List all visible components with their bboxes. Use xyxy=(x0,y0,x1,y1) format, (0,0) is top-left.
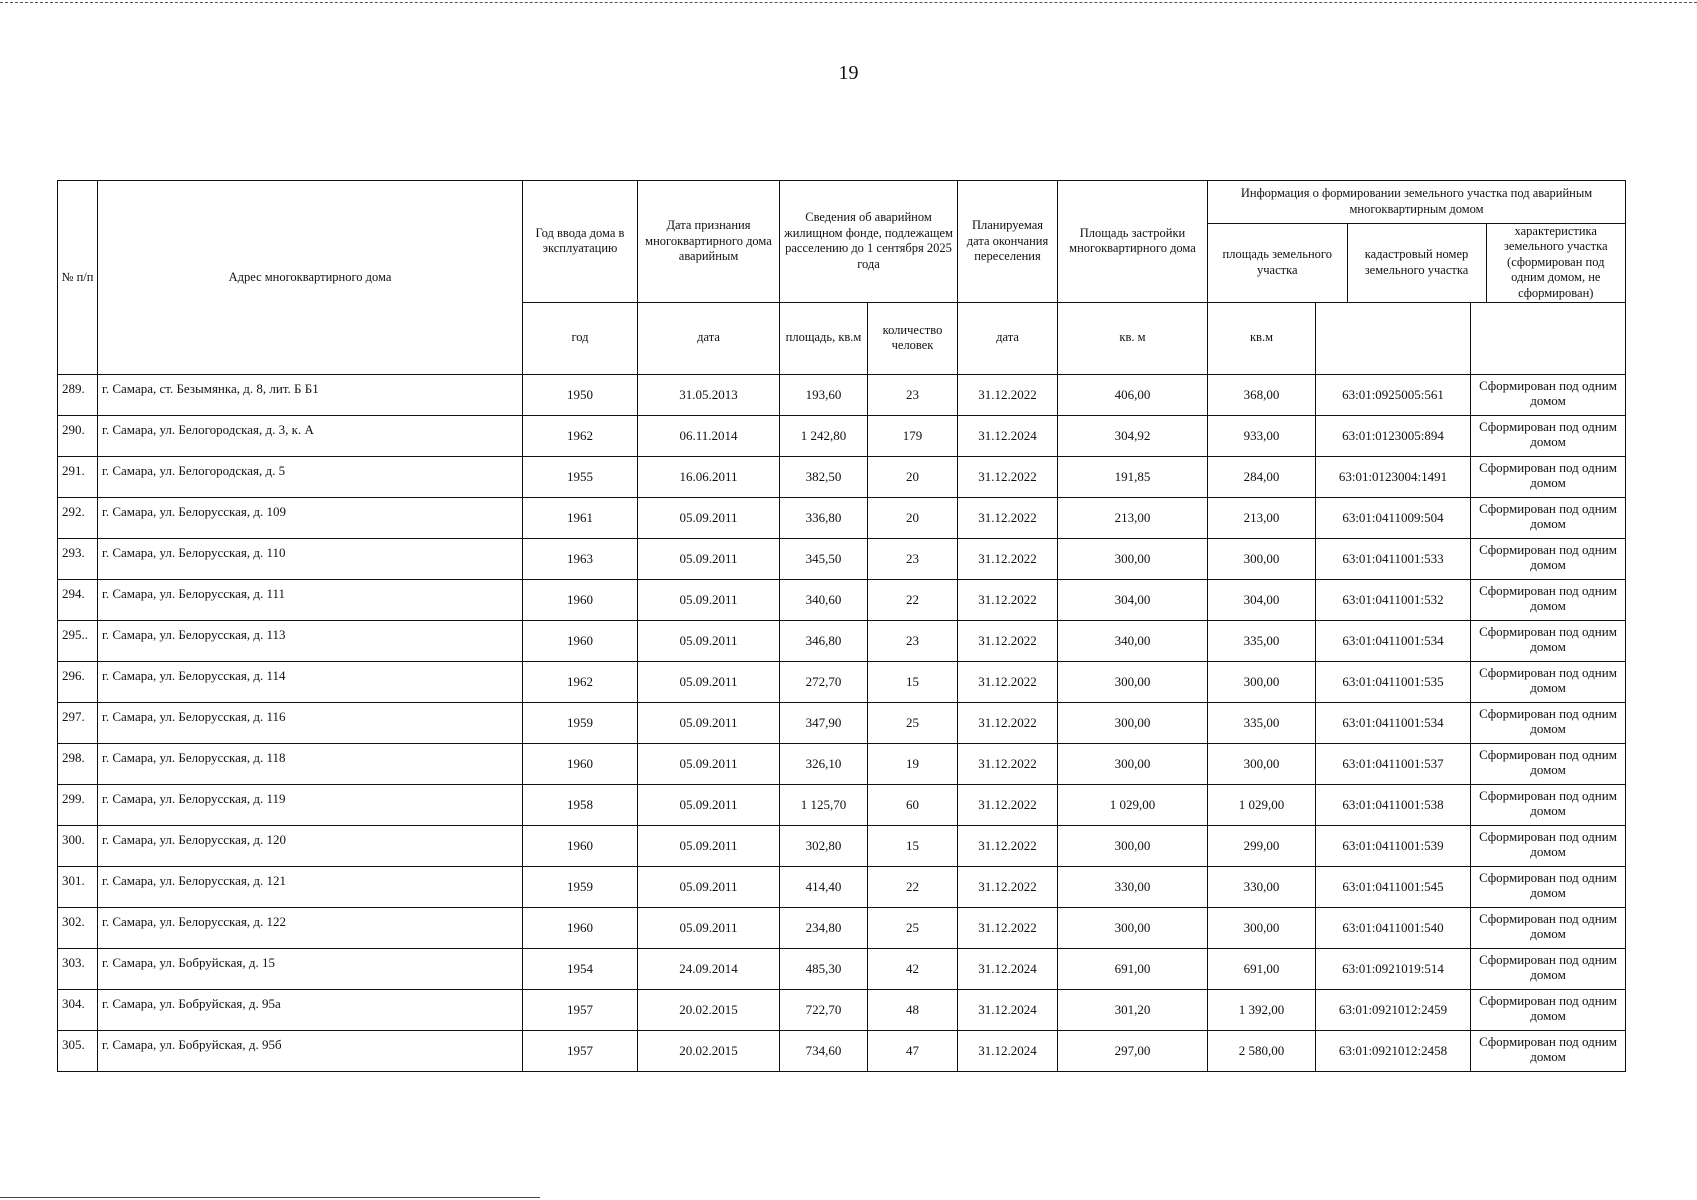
row-year: 1963 xyxy=(523,538,638,579)
table-row xyxy=(58,538,1626,579)
header-land-area: площадь земельного участка xyxy=(1208,223,1347,302)
row-land-area: 213,00 xyxy=(1208,497,1316,538)
row-address: г. Самара, ул. Бобруйская, д. 15 xyxy=(98,948,523,989)
row-number: 293. xyxy=(58,538,98,579)
row-year: 1960 xyxy=(523,743,638,784)
row-built-area: 301,20 xyxy=(1058,989,1208,1030)
row-planned-date: 31.12.2022 xyxy=(958,825,1058,866)
row-fund-people: 23 xyxy=(868,620,958,661)
row-year: 1950 xyxy=(523,374,638,415)
row-year: 1954 xyxy=(523,948,638,989)
row-planned-date: 31.12.2022 xyxy=(958,702,1058,743)
row-land-characteristic: Сформирован под одним домом xyxy=(1471,538,1626,579)
row-land-area: 284,00 xyxy=(1208,456,1316,497)
row-address: г. Самара, ул. Белорусская, д. 110 xyxy=(98,538,523,579)
row-address: г. Самара, ст. Безымянка, д. 8, лит. Б Б1 xyxy=(98,374,523,415)
row-cadastral-number: 63:01:0411001:538 xyxy=(1316,784,1471,825)
row-fund-people: 22 xyxy=(868,866,958,907)
row-recognition-date: 20.02.2015 xyxy=(638,989,780,1030)
row-built-area: 406,00 xyxy=(1058,374,1208,415)
row-built-area: 300,00 xyxy=(1058,702,1208,743)
row-built-area: 330,00 xyxy=(1058,866,1208,907)
row-year: 1960 xyxy=(523,907,638,948)
row-fund-area: 345,50 xyxy=(780,538,868,579)
row-year: 1955 xyxy=(523,456,638,497)
unit-year: год xyxy=(523,302,638,374)
row-cadastral-number: 63:01:0921012:2458 xyxy=(1316,1030,1471,1071)
row-cadastral-number: 63:01:0411001:537 xyxy=(1316,743,1471,784)
row-land-characteristic: Сформирован под одним домом xyxy=(1471,1030,1626,1071)
table-body xyxy=(58,374,1626,1071)
row-land-characteristic: Сформирован под одним домом xyxy=(1471,415,1626,456)
table-row xyxy=(58,497,1626,538)
row-land-area: 691,00 xyxy=(1208,948,1316,989)
row-address: г. Самара, ул. Белорусская, д. 119 xyxy=(98,784,523,825)
row-land-characteristic: Сформирован под одним домом xyxy=(1471,743,1626,784)
row-number: 301. xyxy=(58,866,98,907)
row-recognition-date: 05.09.2011 xyxy=(638,907,780,948)
row-recognition-date: 16.06.2011 xyxy=(638,456,780,497)
row-recognition-date: 05.09.2011 xyxy=(638,538,780,579)
row-year: 1960 xyxy=(523,620,638,661)
unit-planned-date: дата xyxy=(958,302,1058,374)
row-address: г. Самара, ул. Белогородская, д. 5 xyxy=(98,456,523,497)
row-land-area: 300,00 xyxy=(1208,743,1316,784)
header-num: № п/п xyxy=(58,181,98,375)
row-number: 289. xyxy=(58,374,98,415)
row-land-characteristic: Сформирован под одним домом xyxy=(1471,579,1626,620)
header-planned-date: Планируемая дата окончания переселения xyxy=(958,181,1058,303)
header-cadastral: кадастровый номер земельного участка xyxy=(1347,223,1486,302)
row-cadastral-number: 63:01:0925005:561 xyxy=(1316,374,1471,415)
scan-edge-top xyxy=(0,2,1697,3)
row-recognition-date: 20.02.2015 xyxy=(638,1030,780,1071)
row-address: г. Самара, ул. Белорусская, д. 118 xyxy=(98,743,523,784)
row-recognition-date: 31.05.2013 xyxy=(638,374,780,415)
row-fund-people: 15 xyxy=(868,825,958,866)
row-fund-area: 1 125,70 xyxy=(780,784,868,825)
row-land-area: 335,00 xyxy=(1208,620,1316,661)
header-land-info: Информация о формировании земельного участка под аварийным многоквартирным домом xyxy=(1208,181,1625,223)
row-number: 294. xyxy=(58,579,98,620)
row-land-characteristic: Сформирован под одним домом xyxy=(1471,374,1626,415)
row-fund-area: 347,90 xyxy=(780,702,868,743)
row-planned-date: 31.12.2022 xyxy=(958,743,1058,784)
table-row xyxy=(58,1030,1626,1071)
header-land-info-group xyxy=(1208,181,1626,303)
row-planned-date: 31.12.2022 xyxy=(958,456,1058,497)
row-planned-date: 31.12.2022 xyxy=(958,784,1058,825)
unit-fund-area: площадь, кв.м xyxy=(780,302,868,374)
unit-land-area: кв.м xyxy=(1208,302,1316,374)
row-number: 295.. xyxy=(58,620,98,661)
row-recognition-date: 05.09.2011 xyxy=(638,743,780,784)
row-address: г. Самара, ул. Белорусская, д. 116 xyxy=(98,702,523,743)
row-land-area: 335,00 xyxy=(1208,702,1316,743)
row-recognition-date: 05.09.2011 xyxy=(638,702,780,743)
table-row xyxy=(58,702,1626,743)
row-cadastral-number: 63:01:0411009:504 xyxy=(1316,497,1471,538)
row-fund-area: 722,70 xyxy=(780,989,868,1030)
row-year: 1959 xyxy=(523,866,638,907)
row-fund-people: 15 xyxy=(868,661,958,702)
row-fund-area: 734,60 xyxy=(780,1030,868,1071)
row-cadastral-number: 63:01:0411001:545 xyxy=(1316,866,1471,907)
row-number: 297. xyxy=(58,702,98,743)
unit-fund-people: количество человек xyxy=(868,302,958,374)
row-land-area: 300,00 xyxy=(1208,538,1316,579)
row-planned-date: 31.12.2022 xyxy=(958,907,1058,948)
row-land-characteristic: Сформирован под одним домом xyxy=(1471,620,1626,661)
row-recognition-date: 05.09.2011 xyxy=(638,620,780,661)
table-row xyxy=(58,620,1626,661)
row-fund-people: 179 xyxy=(868,415,958,456)
row-address: г. Самара, ул. Белорусская, д. 113 xyxy=(98,620,523,661)
row-planned-date: 31.12.2022 xyxy=(958,374,1058,415)
row-land-area: 300,00 xyxy=(1208,661,1316,702)
row-land-area: 1 029,00 xyxy=(1208,784,1316,825)
row-recognition-date: 05.09.2011 xyxy=(638,661,780,702)
row-address: г. Самара, ул. Бобруйская, д. 95а xyxy=(98,989,523,1030)
row-fund-area: 234,80 xyxy=(780,907,868,948)
row-planned-date: 31.12.2024 xyxy=(958,1030,1058,1071)
row-land-characteristic: Сформирован под одним домом xyxy=(1471,866,1626,907)
row-planned-date: 31.12.2022 xyxy=(958,661,1058,702)
row-number: 305. xyxy=(58,1030,98,1071)
row-fund-people: 19 xyxy=(868,743,958,784)
row-land-characteristic: Сформирован под одним домом xyxy=(1471,661,1626,702)
header-built-area: Площадь застройки многоквартирного дома xyxy=(1058,181,1208,303)
row-number: 292. xyxy=(58,497,98,538)
row-fund-people: 23 xyxy=(868,374,958,415)
row-land-characteristic: Сформирован под одним домом xyxy=(1471,825,1626,866)
row-year: 1957 xyxy=(523,1030,638,1071)
table-row xyxy=(58,415,1626,456)
row-planned-date: 31.12.2024 xyxy=(958,948,1058,989)
row-land-area: 330,00 xyxy=(1208,866,1316,907)
row-year: 1960 xyxy=(523,579,638,620)
row-cadastral-number: 63:01:0411001:534 xyxy=(1316,620,1471,661)
row-built-area: 340,00 xyxy=(1058,620,1208,661)
row-recognition-date: 06.11.2014 xyxy=(638,415,780,456)
unit-cadastral-blank xyxy=(1316,302,1471,374)
row-fund-people: 20 xyxy=(868,497,958,538)
table-row xyxy=(58,948,1626,989)
row-planned-date: 31.12.2024 xyxy=(958,415,1058,456)
row-built-area: 300,00 xyxy=(1058,907,1208,948)
row-land-characteristic: Сформирован под одним домом xyxy=(1471,784,1626,825)
row-fund-area: 193,60 xyxy=(780,374,868,415)
row-fund-area: 302,80 xyxy=(780,825,868,866)
row-fund-area: 326,10 xyxy=(780,743,868,784)
table-row xyxy=(58,374,1626,415)
table-row xyxy=(58,456,1626,497)
row-fund-area: 485,30 xyxy=(780,948,868,989)
row-address: г. Самара, ул. Белорусская, д. 109 xyxy=(98,497,523,538)
row-number: 296. xyxy=(58,661,98,702)
row-number: 291. xyxy=(58,456,98,497)
row-address: г. Самара, ул. Бобруйская, д. 95б xyxy=(98,1030,523,1071)
row-fund-people: 22 xyxy=(868,579,958,620)
row-fund-people: 47 xyxy=(868,1030,958,1071)
row-fund-area: 346,80 xyxy=(780,620,868,661)
row-year: 1962 xyxy=(523,661,638,702)
row-land-area: 300,00 xyxy=(1208,907,1316,948)
row-address: г. Самара, ул. Белорусская, д. 114 xyxy=(98,661,523,702)
table-row xyxy=(58,784,1626,825)
row-fund-people: 23 xyxy=(868,538,958,579)
table-row xyxy=(58,825,1626,866)
table-row xyxy=(58,866,1626,907)
row-land-characteristic: Сформирован под одним домом xyxy=(1471,989,1626,1030)
row-planned-date: 31.12.2022 xyxy=(958,538,1058,579)
row-address: г. Самара, ул. Белогородская, д. 3, к. А xyxy=(98,415,523,456)
row-cadastral-number: 63:01:0411001:533 xyxy=(1316,538,1471,579)
row-built-area: 304,92 xyxy=(1058,415,1208,456)
row-fund-people: 25 xyxy=(868,907,958,948)
row-cadastral-number: 63:01:0411001:535 xyxy=(1316,661,1471,702)
unit-built-area: кв. м xyxy=(1058,302,1208,374)
row-built-area: 691,00 xyxy=(1058,948,1208,989)
emergency-housing-table xyxy=(57,180,1626,1072)
row-recognition-date: 05.09.2011 xyxy=(638,825,780,866)
unit-recognition-date: дата xyxy=(638,302,780,374)
row-cadastral-number: 63:01:0411001:540 xyxy=(1316,907,1471,948)
row-fund-area: 1 242,80 xyxy=(780,415,868,456)
row-number: 304. xyxy=(58,989,98,1030)
table-header xyxy=(58,181,1626,375)
row-built-area: 300,00 xyxy=(1058,661,1208,702)
row-year: 1961 xyxy=(523,497,638,538)
header-year: Год ввода дома в эксплуатацию xyxy=(523,181,638,303)
row-planned-date: 31.12.2022 xyxy=(958,579,1058,620)
header-recognition-date: Дата признания многоквартирного дома аварийным xyxy=(638,181,780,303)
row-planned-date: 31.12.2022 xyxy=(958,620,1058,661)
row-built-area: 300,00 xyxy=(1058,538,1208,579)
row-cadastral-number: 63:01:0921019:514 xyxy=(1316,948,1471,989)
row-fund-area: 382,50 xyxy=(780,456,868,497)
row-fund-people: 25 xyxy=(868,702,958,743)
row-cadastral-number: 63:01:0123005:894 xyxy=(1316,415,1471,456)
unit-land-char-blank xyxy=(1471,302,1626,374)
row-year: 1960 xyxy=(523,825,638,866)
row-year: 1962 xyxy=(523,415,638,456)
row-number: 298. xyxy=(58,743,98,784)
row-address: г. Самара, ул. Белорусская, д. 122 xyxy=(98,907,523,948)
row-planned-date: 31.12.2024 xyxy=(958,989,1058,1030)
header-fund-info: Сведения об аварийном жилищном фонде, подлежащем расселению до 1 сентября 2025 года xyxy=(780,181,958,303)
row-fund-area: 414,40 xyxy=(780,866,868,907)
header-land-char: характеристика земельного участка (сформирован под одним домом, не сформирован) xyxy=(1503,223,1608,300)
row-year: 1957 xyxy=(523,989,638,1030)
row-number: 300. xyxy=(58,825,98,866)
row-recognition-date: 05.09.2011 xyxy=(638,579,780,620)
row-built-area: 191,85 xyxy=(1058,456,1208,497)
row-fund-people: 42 xyxy=(868,948,958,989)
row-built-area: 300,00 xyxy=(1058,743,1208,784)
row-fund-people: 60 xyxy=(868,784,958,825)
table-row xyxy=(58,989,1626,1030)
row-land-area: 299,00 xyxy=(1208,825,1316,866)
row-built-area: 213,00 xyxy=(1058,497,1208,538)
row-recognition-date: 05.09.2011 xyxy=(638,866,780,907)
row-fund-people: 48 xyxy=(868,989,958,1030)
row-land-characteristic: Сформирован под одним домом xyxy=(1471,948,1626,989)
row-number: 302. xyxy=(58,907,98,948)
table-row xyxy=(58,661,1626,702)
row-land-area: 368,00 xyxy=(1208,374,1316,415)
row-address: г. Самара, ул. Белорусская, д. 120 xyxy=(98,825,523,866)
row-land-area: 2 580,00 xyxy=(1208,1030,1316,1071)
scan-edge-bottom xyxy=(0,1197,540,1198)
row-number: 303. xyxy=(58,948,98,989)
row-land-characteristic: Сформирован под одним домом xyxy=(1471,456,1626,497)
row-cadastral-number: 63:01:0921012:2459 xyxy=(1316,989,1471,1030)
row-built-area: 1 029,00 xyxy=(1058,784,1208,825)
table-row xyxy=(58,579,1626,620)
row-built-area: 304,00 xyxy=(1058,579,1208,620)
row-year: 1958 xyxy=(523,784,638,825)
row-land-characteristic: Сформирован под одним домом xyxy=(1471,702,1626,743)
row-land-area: 1 392,00 xyxy=(1208,989,1316,1030)
table-row xyxy=(58,743,1626,784)
row-built-area: 300,00 xyxy=(1058,825,1208,866)
row-cadastral-number: 63:01:0411001:539 xyxy=(1316,825,1471,866)
row-fund-people: 20 xyxy=(868,456,958,497)
row-built-area: 297,00 xyxy=(1058,1030,1208,1071)
row-planned-date: 31.12.2022 xyxy=(958,866,1058,907)
row-land-area: 933,00 xyxy=(1208,415,1316,456)
row-recognition-date: 24.09.2014 xyxy=(638,948,780,989)
row-number: 290. xyxy=(58,415,98,456)
row-cadastral-number: 63:01:0411001:534 xyxy=(1316,702,1471,743)
page-number: 19 xyxy=(838,62,859,84)
row-land-area: 304,00 xyxy=(1208,579,1316,620)
row-cadastral-number: 63:01:0123004:1491 xyxy=(1316,456,1471,497)
row-fund-area: 340,60 xyxy=(780,579,868,620)
row-fund-area: 272,70 xyxy=(780,661,868,702)
row-address: г. Самара, ул. Белорусская, д. 111 xyxy=(98,579,523,620)
row-year: 1959 xyxy=(523,702,638,743)
row-recognition-date: 05.09.2011 xyxy=(638,784,780,825)
row-number: 299. xyxy=(58,784,98,825)
row-fund-area: 336,80 xyxy=(780,497,868,538)
row-land-characteristic: Сформирован под одним домом xyxy=(1471,907,1626,948)
row-planned-date: 31.12.2022 xyxy=(958,497,1058,538)
header-address: Адрес многоквартирного дома xyxy=(98,181,523,375)
row-cadastral-number: 63:01:0411001:532 xyxy=(1316,579,1471,620)
table-row xyxy=(58,907,1626,948)
row-recognition-date: 05.09.2011 xyxy=(638,497,780,538)
row-address: г. Самара, ул. Белорусская, д. 121 xyxy=(98,866,523,907)
row-land-characteristic: Сформирован под одним домом xyxy=(1471,497,1626,538)
